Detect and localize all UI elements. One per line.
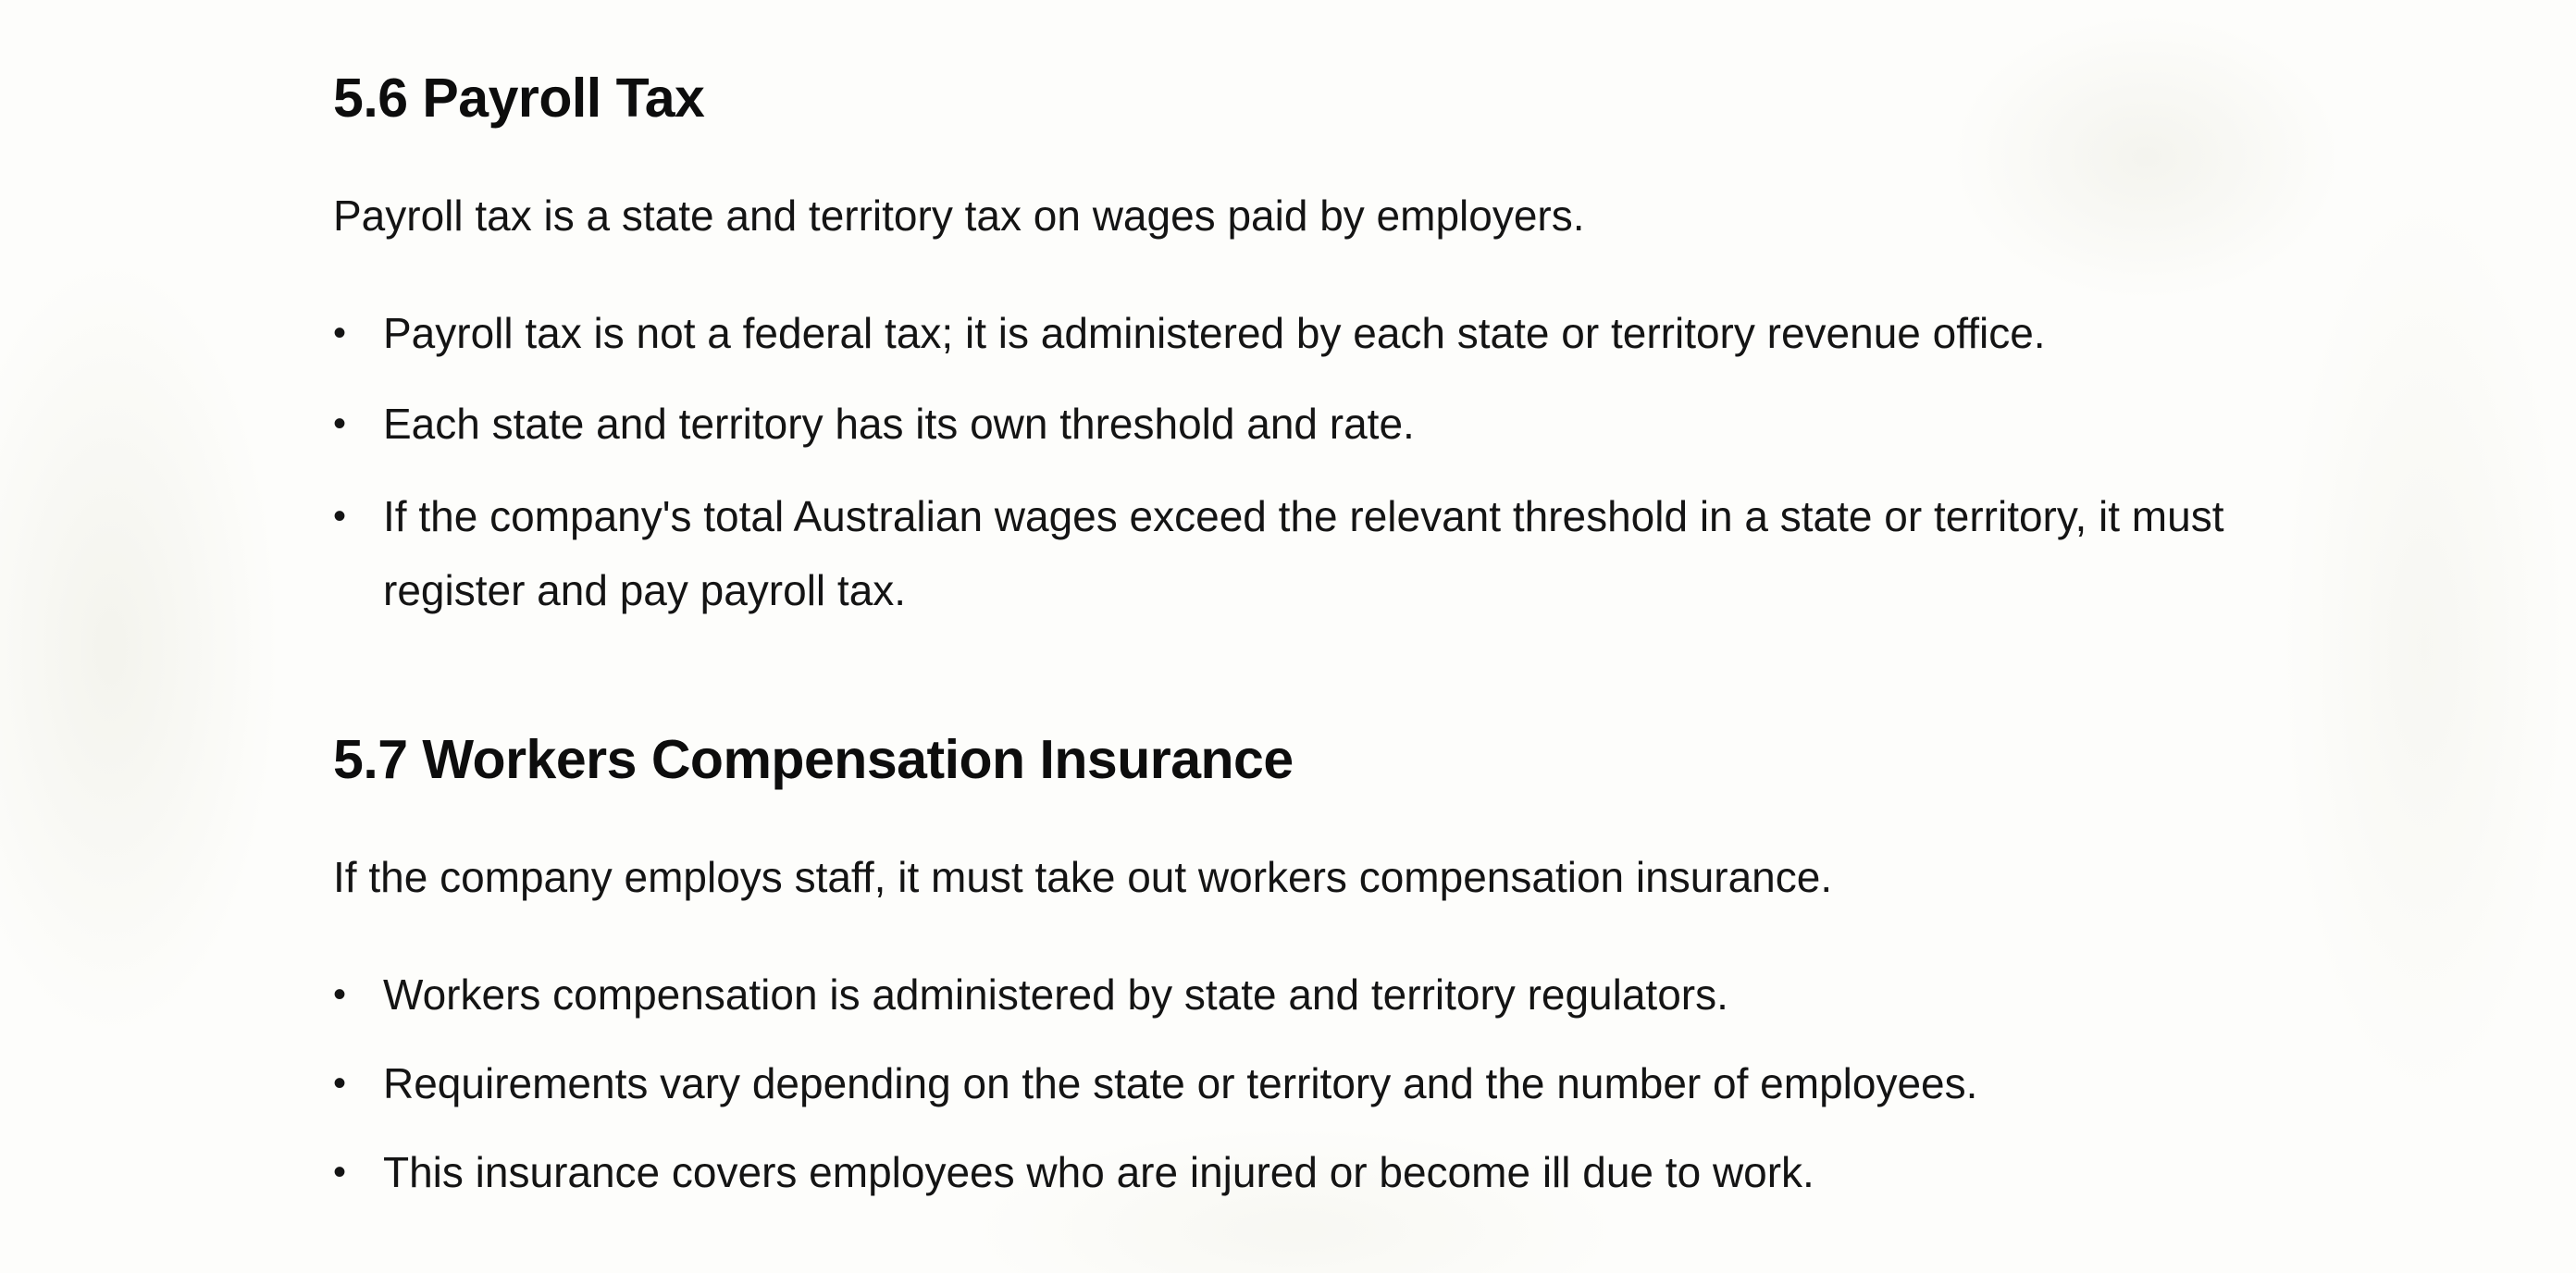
- section-intro: If the company employs staff, it must take out workers compensation insurance.: [333, 853, 1833, 901]
- bullet-marker: •: [333, 403, 347, 444]
- bullet-marker: •: [333, 313, 347, 353]
- bullet-marker: •: [333, 496, 347, 537]
- list-item-text: Payroll tax is not a federal tax; it is administered by each state or territory revenue office.: [383, 309, 2046, 357]
- bullet-list: [333, 296, 2369, 627]
- list-item-text: Requirements vary depending on the state or territory and the number of employees.: [383, 1059, 1978, 1107]
- list-item: [333, 387, 2369, 461]
- list-item-text: Workers compensation is administered by state and territory regulators.: [383, 970, 1728, 1019]
- bullet-list: [333, 958, 2369, 1209]
- bullet-marker: •: [333, 1152, 347, 1193]
- bullet-marker: •: [333, 974, 347, 1015]
- list-item-text: If the company's total Australian wages exceed the relevant threshold in a state or territory, it must register and pay payroll tax.: [383, 492, 2224, 614]
- section-intro: Payroll tax is a state and territory tax on wages paid by employers.: [333, 192, 1585, 240]
- list-item-text: This insurance covers employees who are injured or become ill due to work.: [383, 1148, 1814, 1196]
- bullet-marker: •: [333, 1063, 347, 1104]
- list-item-text: Each state and territory has its own threshold and rate.: [383, 400, 1415, 448]
- list-item: [333, 958, 2369, 1032]
- section-heading: 5.7 Workers Compensation Insurance: [333, 729, 1294, 790]
- list-item: [333, 1046, 2369, 1120]
- list-item: [333, 479, 2369, 627]
- section-heading: 5.6 Payroll Tax: [333, 68, 705, 129]
- list-item: [333, 296, 2369, 370]
- list-item: [333, 1135, 2369, 1209]
